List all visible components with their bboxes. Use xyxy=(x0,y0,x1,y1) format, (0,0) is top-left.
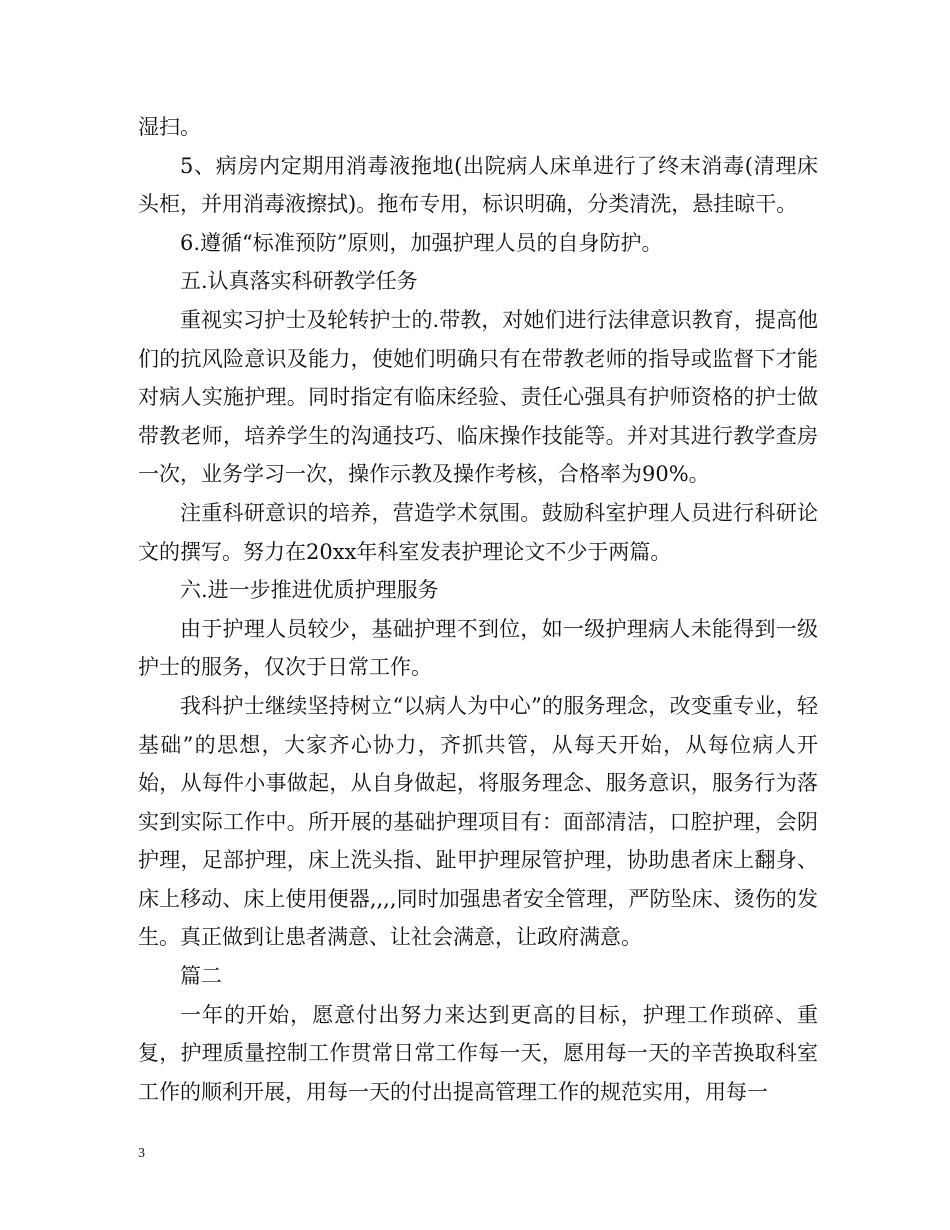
paragraph-item-6: 6.遵循“标准预防”原则，加强护理人员的自身防护。 xyxy=(180,230,663,255)
document-body xyxy=(138,108,818,1111)
paragraph-service: 我科护士继续坚持树立“以病人为中心”的服务理念，改变重专业，轻基础”的思想，大家齐心协力，齐抓共管，从每天开始，从每位病人开始，从每件小事做起，从自身做起，将服务理念、服务意识，服务行为落实到实际工作中。所开展的基础护理项目有：面部清洁，口腔护理，会阴护理，足部护理，床上洗头指、趾甲护理尿管护理，协助患者床上翻身、床上移动、床上使用便器,,,,同时加强患者安全管理，严防坠床、烫伤的发生。真正做到让患者满意、让社会满意，让政府满意。 xyxy=(138,693,818,950)
paragraph-new-year: 一年的开始，愿意付出努力来达到更高的目标，护理工作琐碎、重复，护理质量控制工作贯常日常工作每一天，愿用每一天的辛苦换取科室工作的顺利开展，用每一天的付出提高管理工作的规范实用，用每一 xyxy=(138,1002,818,1104)
paragraph-research: 注重科研意识的培养，营造学术氛围。鼓励科室护理人员进行科研论文的撰写。努力在20xx年科室发表护理论文不少于两篇。 xyxy=(138,500,818,564)
paragraph-staffing: 由于护理人员较少，基础护理不到位，如一级护理病人未能得到一级护士的服务，仅次于日常工作。 xyxy=(138,616,818,680)
section-heading-6: 六.进一步推进优质护理服务 xyxy=(180,578,439,603)
paragraph-item-5: 5、病房内定期用消毒液拖地(出院病人床单进行了终末消毒(清理床头柜，并用消毒液擦拭)。拖布专用，标识明确，分类清洗，悬挂晾干。 xyxy=(138,153,818,217)
section-heading-5: 五.认真落实科研教学任务 xyxy=(180,269,418,294)
article-heading-2: 篇二 xyxy=(180,964,222,989)
page-number: 3 xyxy=(138,1146,145,1161)
paragraph-teaching: 重视实习护士及轮转护士的.带教，对她们进行法律意识教育，提高他们的抗风险意识及能力，使她们明确只有在带教老师的指导或监督下才能对病人实施护理。同时指定有临床经验、责任心强具有护师资格的护士做带教老师，培养学生的沟通技巧、临床操作技能等。并对其进行教学查房一次，业务学习一次，操作示教及操作考核，合格率为90%。 xyxy=(138,307,818,487)
paragraph-continuation: 湿扫。 xyxy=(138,115,201,139)
